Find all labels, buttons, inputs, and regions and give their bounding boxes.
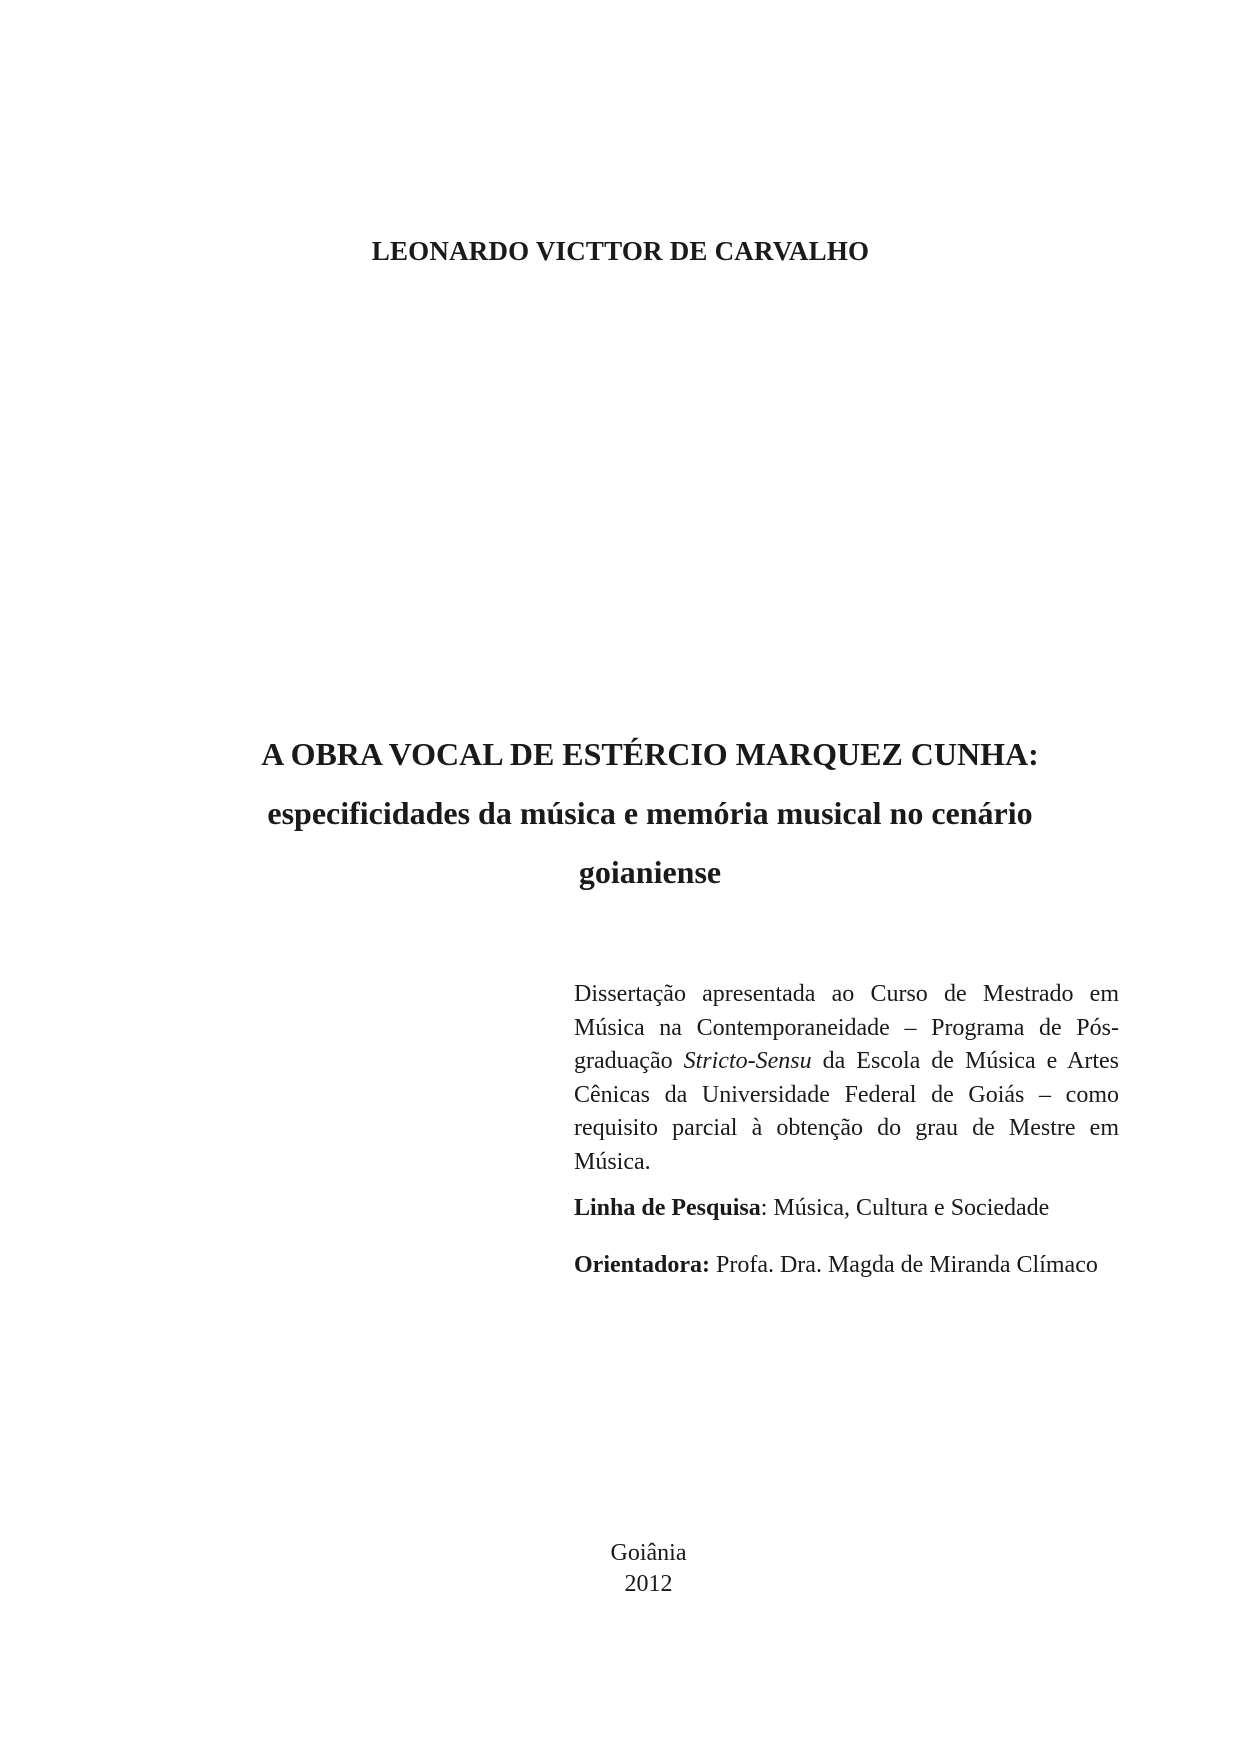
statement-text-part-2: da Escola de Música e Artes Cênicas da Universidade Federal de Goiás – como requisito parcial à obtenção do grau de Mestre em Música. <box>574 1048 1119 1175</box>
research-line-value: : Música, Cultura e Sociedade <box>760 1195 1050 1221</box>
place: Goiânia <box>610 1540 687 1566</box>
year: 2012 <box>624 1571 673 1597</box>
statement-paragraph <box>574 978 1119 1179</box>
dissertation-title <box>220 725 1080 902</box>
dissertation-statement <box>574 978 1119 1179</box>
statement-italic-term: Stricto-Sensu <box>683 1048 812 1074</box>
research-line <box>574 1192 1134 1225</box>
title-subtitle-line-1: especificidades da música e memória musical no cenário <box>267 795 1033 831</box>
advisor-label: Orientadora: <box>574 1252 710 1278</box>
title-subtitle-line-2: goianiense <box>578 854 722 890</box>
advisor-value: Profa. Dra. Magda de Miranda Clímaco <box>709 1252 1098 1278</box>
author-name: LEONARDO VICTTOR DE CARVALHO <box>371 236 870 266</box>
title-main: A OBRA VOCAL DE ESTÉRCIO MARQUEZ CUNHA: <box>261 736 1039 772</box>
advisor-line <box>574 1249 1134 1282</box>
research-line-label: Linha de Pesquisa <box>574 1195 761 1221</box>
statement-text-part-1: Dissertação apresentada ao Curso de Mestrado em Música na Contemporaneidade – Programa de Pós-graduação <box>574 981 1119 1074</box>
